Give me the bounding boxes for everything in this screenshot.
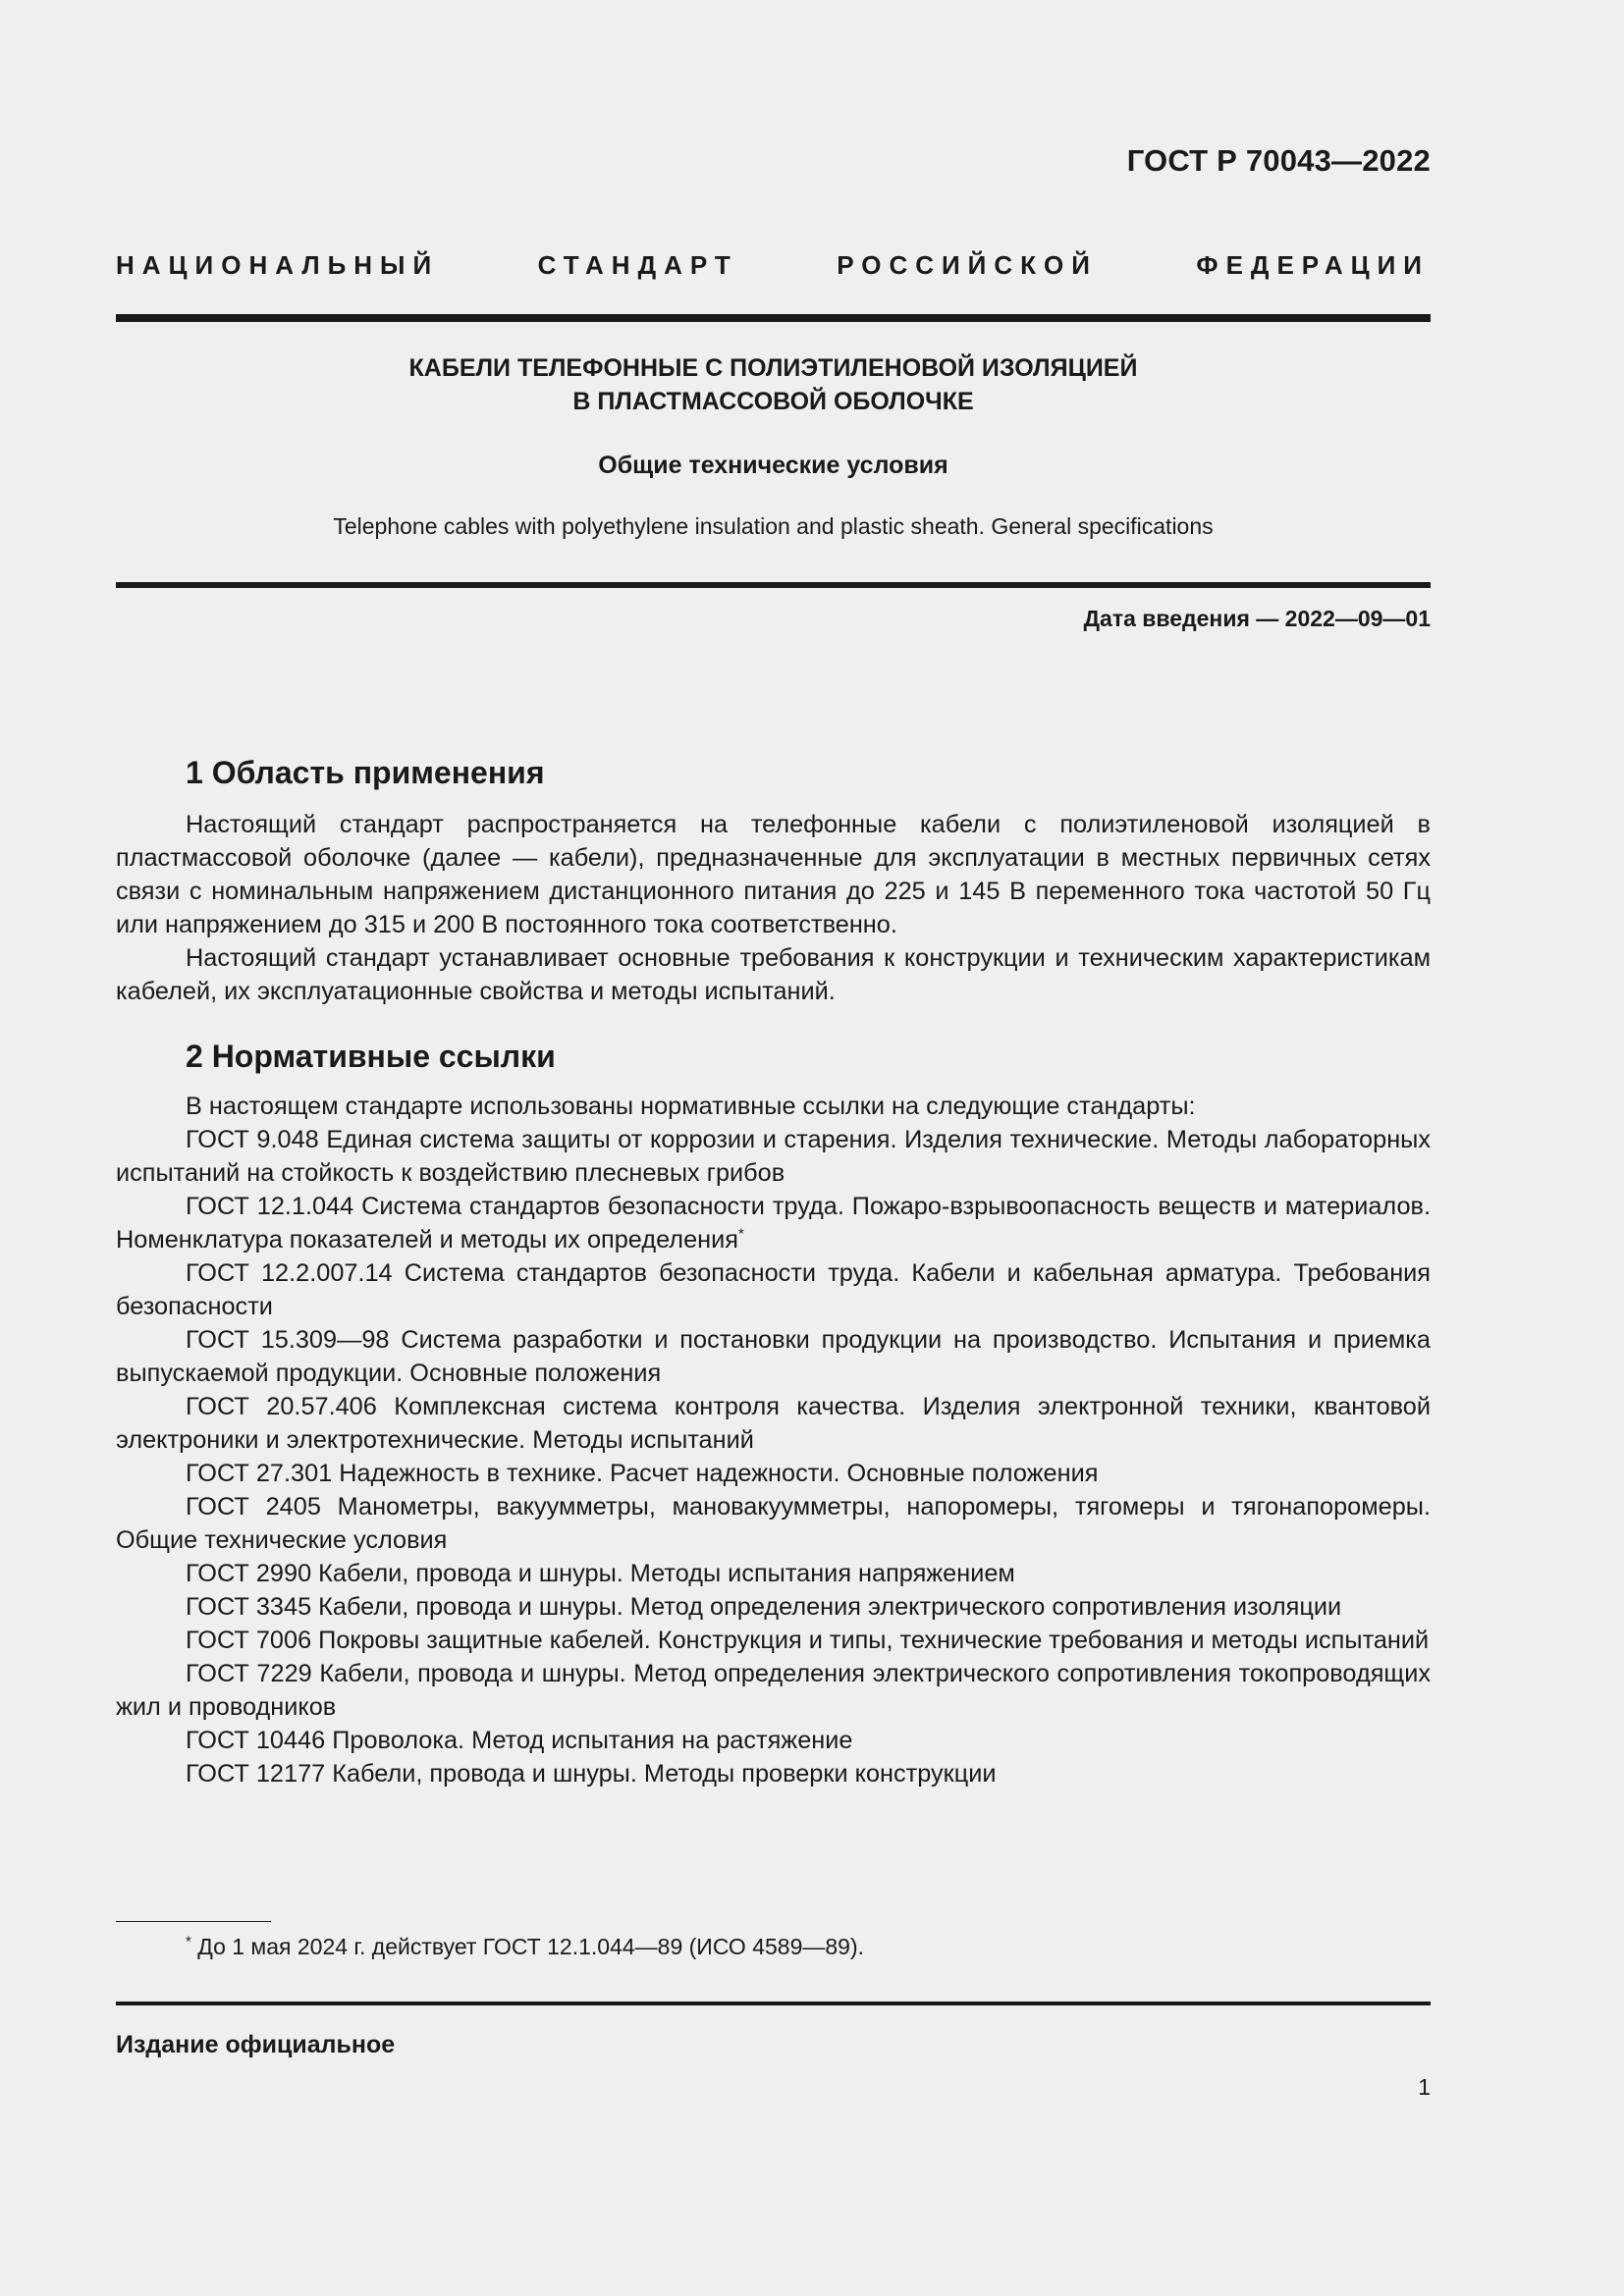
reference-item [116, 1190, 1431, 1256]
reference-item: ГОСТ 7006 Покровы защитные кабелей. Конструкция и типы, технические требования и методы испытаний [186, 1627, 1430, 1654]
reference-item: ГОСТ 20.57.406 Комплексная система контроля качества. Изделия электронной техники, квантовой электроники и электротехнические. Методы испытаний [116, 1393, 1431, 1454]
reference-item: ГОСТ 10446 Проволока. Метод испытания на растяжение [186, 1727, 853, 1754]
section-1-paragraph: Настоящий стандарт распространяется на телефонные кабели с полиэтиленовой изоляцией в пластмассовой оболочке (далее — кабели), предназначенные для эксплуатации в местных первичных сетях связи с номинальным напряжением дистанционного питания до 225 и 145 В переменного тока частотой 50 Гц или напряжением до 315 и 200 В постоянного тока соответственно. [116, 811, 1431, 938]
reference-item: ГОСТ 7229 Кабели, провода и шнуры. Метод определения электрического сопротивления токопроводящих жил и проводников [116, 1660, 1431, 1721]
reference-item: ГОСТ 12177 Кабели, провода и шнуры. Методы проверки конструкции [186, 1760, 997, 1788]
edition-label: Издание официальное [116, 2031, 396, 2058]
title-line-1: КАБЕЛИ ТЕЛЕФОННЫЕ С ПОЛИЭТИЛЕНОВОЙ ИЗОЛЯЦИЕЙ [408, 354, 1138, 382]
footnote-rule [116, 1921, 271, 1922]
intro-date: Дата введения — 2022—09—01 [1083, 606, 1431, 631]
reference-item: ГОСТ 12.2.007.14 Система стандартов безопасности труда. Кабели и кабельная арматура. Требования безопасности [116, 1259, 1431, 1320]
english-title: Telephone cables with polyethylene insulation and plastic sheath. General specifications [333, 513, 1214, 539]
document-subtitle: Общие технические условия [598, 452, 948, 479]
reference-item: ГОСТ 2990 Кабели, провода и шнуры. Методы испытания напряжением [186, 1560, 1015, 1587]
national-standard-banner: НАЦИОНАЛЬНЫЙ СТАНДАРТ РОССИЙСКОЙ ФЕДЕРАЦИИ [116, 250, 1430, 280]
footnote-mark: * [186, 1933, 191, 1950]
reference-item: ГОСТ 9.048 Единая система защиты от коррозии и старения. Изделия технические. Методы лабораторных испытаний на стойкость к воздействию плесневых грибов [116, 1126, 1431, 1187]
reference-item: ГОСТ 27.301 Надежность в технике. Расчет надежности. Основные положения [186, 1460, 1099, 1487]
reference-item: ГОСТ 15.309—98 Система разработки и постановки продукции на производство. Испытания и приемка выпускаемой продукции. Основные положения [116, 1326, 1431, 1387]
top-rule [116, 314, 1431, 322]
document-title [116, 351, 1431, 418]
main-content [116, 751, 1431, 1790]
doc-number: ГОСТ Р 70043—2022 [1126, 143, 1431, 178]
bottom-rule [116, 2002, 1431, 2005]
section-2-heading: 2 Нормативные ссылки [186, 1039, 556, 1074]
page-number: 1 [1418, 2074, 1431, 2100]
section-1-paragraph: Настоящий стандарт устанавливает основные требования к конструкции и техническим характеристикам кабелей, их эксплуатационные свойства и методы испытаний. [116, 944, 1431, 1005]
title-line-2: В ПЛАСТМАССОВОЙ ОБОЛОЧКЕ [572, 388, 974, 415]
section-2-intro: В настоящем стандарте использованы нормативные ссылки на следующие стандарты: [186, 1093, 1196, 1120]
reference-item: ГОСТ 3345 Кабели, провода и шнуры. Метод определения электрического сопротивления изоляции [186, 1593, 1342, 1621]
reference-item: ГОСТ 2405 Манометры, вакуумметры, мановакуумметры, напоромеры, тягомеры и тягонапоромеры. Общие технические условия [116, 1493, 1431, 1554]
footnote-ref[interactable]: * [737, 1225, 744, 1243]
middle-rule [116, 582, 1431, 588]
section-1-heading: 1 Область применения [186, 755, 545, 790]
footnote-text: До 1 мая 2024 г. действует ГОСТ 12.1.044—89 (ИСО 4589—89). [190, 1934, 865, 1959]
footnote [186, 1934, 864, 1960]
reference-text: ГОСТ 12.1.044 Система стандартов безопасности труда. Пожаро-взрывоопасность веществ и материалов. Номенклатура показателей и методы их определения [116, 1193, 1431, 1254]
